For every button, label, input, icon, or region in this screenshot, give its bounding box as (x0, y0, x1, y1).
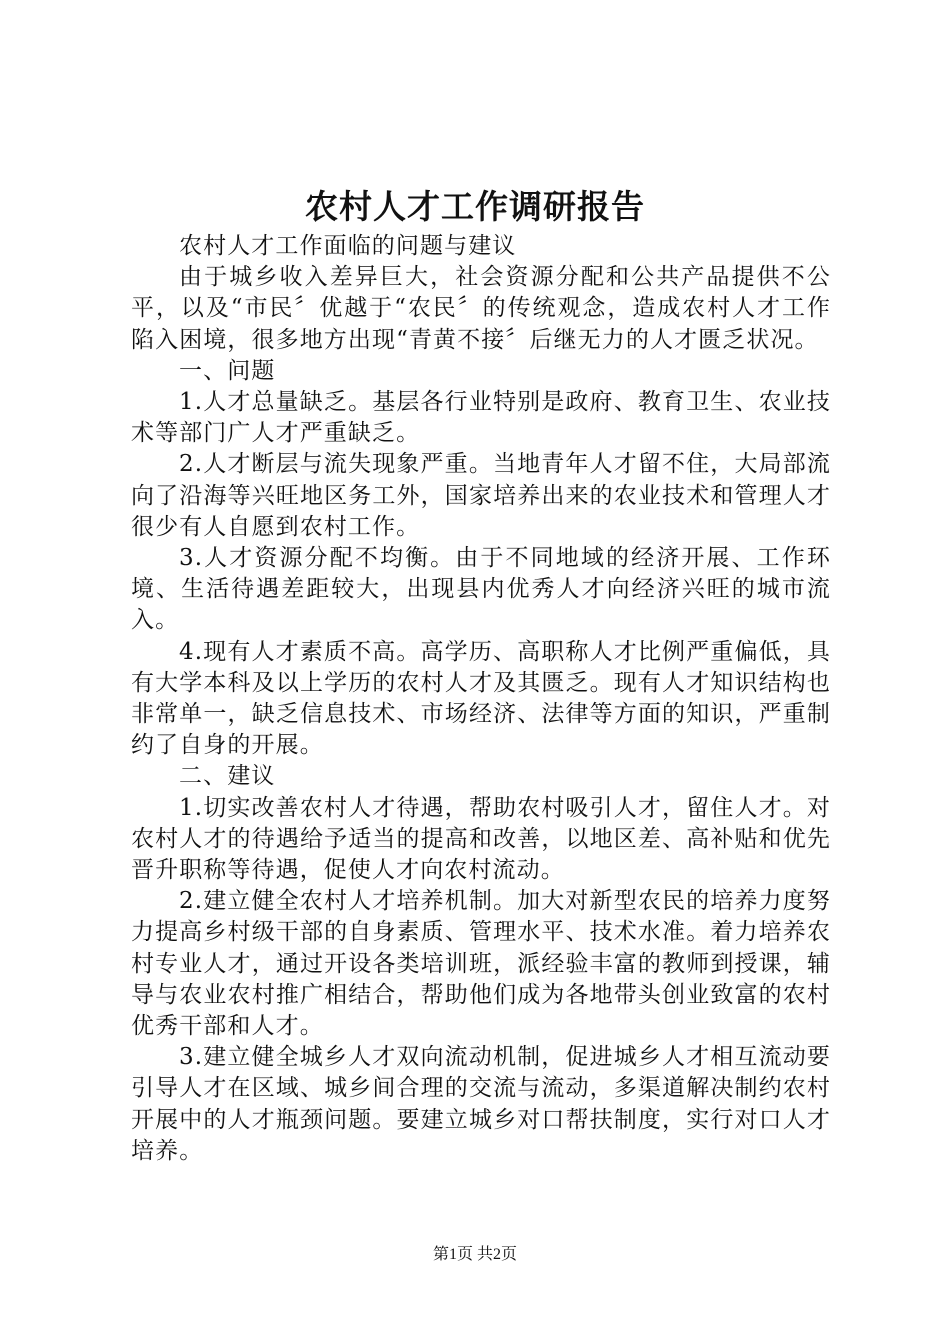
problem-item-3: 3.人才资源分配不均衡。由于不同地域的经济开展、工作环境、生活待遇差距较大，出现县内优秀人才向经济兴旺的城市流入。 (131, 545, 831, 634)
suggestion-item-2: 2.建立健全农村人才培养机制。加大对新型农民的培养力度努力提高乡村级干部的自身素质、管理水平、技术水准。着力培养农村专业人才，通过开设各类培训班，派经验丰富的教师到授课，辅导与农业农村推广相结合，帮助他们成为各地带头创业致富的农村优秀干部和人才。 (131, 888, 831, 1040)
document-title: 农村人才工作调研报告 (305, 187, 645, 226)
problem-item-4: 4.现有人才素质不高。高学历、高职称人才比例严重偏低，具有大学本科及以上学历的农村人才及其匮乏。现有人才知识结构也非常单一，缺乏信息技术、市场经济、法律等方面的知识，严重制约了自身的开展。 (131, 638, 831, 759)
problem-item-1: 1.人才总量缺乏。基层各行业特别是政府、教育卫生、农业技术等部门广人才严重缺乏。 (131, 389, 831, 447)
paragraph-intro: 由于城乡收入差异巨大，社会资源分配和公共产品提供不公平，以及“市民〞优越于“农民〞的传统观念，造成农村人才工作陷入困境，很多地方出现“青黄不接〞后继无力的人才匮乏状况。 (131, 264, 831, 353)
problem-item-2: 2.人才断层与流失现象严重。当地青年人才留不住，大局部流向了沿海等兴旺地区务工外，国家培养出来的农业技术和管理人才很少有人自愿到农村工作。 (131, 451, 831, 540)
suggestion-item-3: 3.建立健全城乡人才双向流动机制，促进城乡人才相互流动要引导人才在区域、城乡间合理的交流与流动，多渠道解决制约农村开展中的人才瓶颈问题。要建立城乡对口帮扶制度，实行对口人才培养。 (131, 1044, 831, 1164)
section-heading-intro: 农村人才工作面临的问题与建议 (179, 233, 517, 259)
section-heading-problems: 一、问题 (179, 357, 276, 384)
section-heading-suggestions: 二、建议 (179, 763, 276, 790)
document-body (131, 231, 831, 1167)
page-number-footer: 第1页 共2页 (432, 1246, 517, 1263)
suggestion-item-1: 1.切实改善农村人才待遇，帮助农村吸引人才，留住人才。对农村人才的待遇给予适当的提高和改善，以地区差、高补贴和优先晋升职称等待遇，促使人才向农村流动。 (131, 794, 831, 884)
